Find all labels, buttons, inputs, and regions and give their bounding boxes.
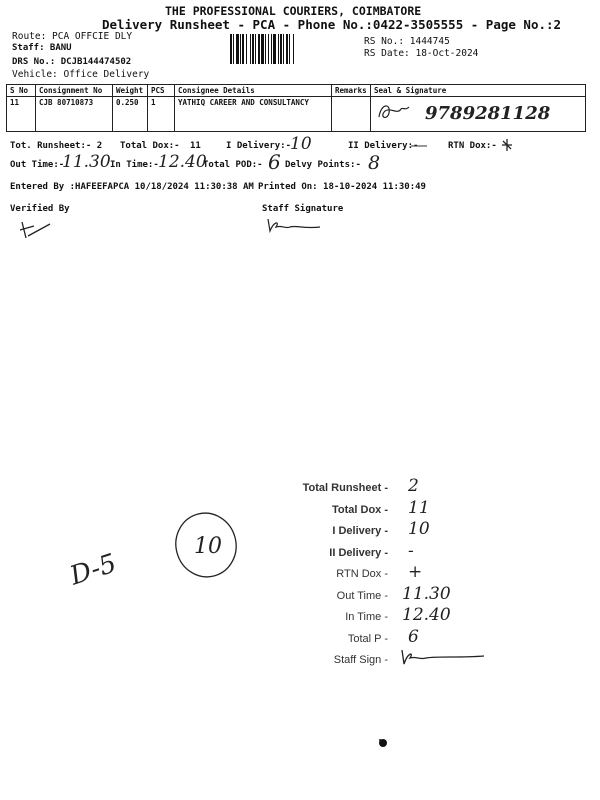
- header-pcs: PCS: [148, 85, 175, 97]
- staff: Staff: BANU: [12, 43, 72, 53]
- runsheet-table: [6, 84, 586, 132]
- rs-date: RS Date: 18-Oct-2024: [364, 48, 479, 59]
- stamp-label: Out Time -: [336, 589, 388, 602]
- staff-signature-label: Staff Signature: [262, 204, 344, 214]
- printed-on: Printed On: 18-10-2024 11:30:49: [258, 182, 426, 192]
- table-row: [7, 97, 586, 132]
- handwritten-signature: [375, 99, 415, 125]
- header-consignment: Consignment No: [36, 85, 113, 97]
- stamp-value: 11.30: [402, 583, 451, 604]
- cell-sno: 11: [7, 97, 36, 132]
- stamp-value: 2: [408, 476, 419, 496]
- total-dox-value: 11: [190, 141, 201, 151]
- out-time-label: Out Time:-: [10, 160, 65, 170]
- cell-seal: [371, 97, 586, 132]
- rtn-dox-label: RTN Dox:-: [448, 141, 497, 151]
- i-delivery-value: 10: [290, 134, 312, 154]
- header-consignee: Consignee Details: [175, 85, 332, 97]
- header-sno: S No: [7, 85, 36, 97]
- i-delivery-label: I Delivery:-: [226, 141, 292, 151]
- ii-delivery-dash: [410, 144, 428, 148]
- stamp-label: I Delivery -: [332, 525, 388, 537]
- route: Route: PCA OFFCIE DLY: [12, 31, 133, 42]
- stamp-label: RTN Dox -: [336, 568, 388, 580]
- rs-number: RS No.: 1444745: [364, 36, 450, 47]
- table-header-row: [7, 85, 586, 97]
- stamp-value: +: [408, 562, 423, 582]
- total-dox-label: Total Dox:-: [120, 141, 180, 151]
- stamp-value: 11: [408, 497, 430, 518]
- barcode: [230, 34, 356, 64]
- document-title: Delivery Runsheet - PCA - Phone No.:0422-3505555 - Page No.:2: [102, 17, 562, 32]
- verified-signature: [16, 218, 56, 240]
- tot-runsheet: Tot. Runsheet:- 2: [10, 141, 103, 151]
- cell-consignee: YATHIQ CAREER AND CONSULTANCY: [175, 97, 332, 132]
- cell-consignment: CJB 80710873: [36, 97, 113, 132]
- delvy-points-label: Delvy Points:-: [285, 160, 361, 170]
- cell-remarks: [332, 97, 371, 132]
- circled-value: 10: [194, 534, 222, 559]
- stamp-label: Total Dox -: [331, 503, 388, 516]
- header-seal: Seal & Signature: [371, 85, 586, 97]
- drs-number: DRS No.: DCJB144474502: [12, 57, 132, 67]
- ii-delivery-label: II Delivery:-: [348, 141, 419, 151]
- stamp-label: Total Runsheet -: [302, 482, 388, 494]
- stamp-value: -: [408, 540, 414, 561]
- handwritten-note: D-5: [66, 548, 121, 592]
- in-time-label: In Time:-: [110, 160, 159, 170]
- stamp-label: Staff Sign -: [333, 654, 388, 666]
- stamp-value: 6: [408, 626, 419, 647]
- handwritten-phone: 9789281128: [425, 103, 551, 124]
- cell-weight: 0.250: [113, 97, 148, 132]
- staff-signature: [264, 215, 324, 235]
- stamp-value: 10: [408, 519, 430, 539]
- entered-by: Entered By :HAFEEFAPCA 10/18/2024 11:30:38 AM: [10, 182, 254, 192]
- stamp-label: In Time -: [345, 611, 388, 623]
- stamp-label: II Delivery -: [329, 546, 388, 559]
- delvy-points-value: 8: [368, 152, 381, 174]
- circled-number: [168, 505, 248, 585]
- header-remarks: Remarks: [332, 85, 371, 97]
- total-pod-value: 6: [268, 150, 281, 174]
- cell-pcs: 1: [148, 97, 175, 132]
- stamp-label: Total P -: [347, 632, 388, 645]
- stamp-value: 12.40: [402, 605, 451, 625]
- ink-blot: [376, 736, 390, 750]
- rtn-dox-mark: [499, 137, 515, 153]
- vehicle: Vehicle: Office Delivery: [12, 69, 150, 80]
- header-weight: Weight: [113, 85, 148, 97]
- verified-by-label: Verified By: [10, 204, 70, 214]
- total-pod-label: Total POD:-: [203, 160, 263, 170]
- company-name: THE PROFESSIONAL COURIERS, COIMBATORE: [165, 4, 422, 18]
- out-time-value: 11.30: [62, 152, 111, 172]
- in-time-value: 12.40: [158, 152, 207, 172]
- stamp-staff-signature: [398, 646, 488, 670]
